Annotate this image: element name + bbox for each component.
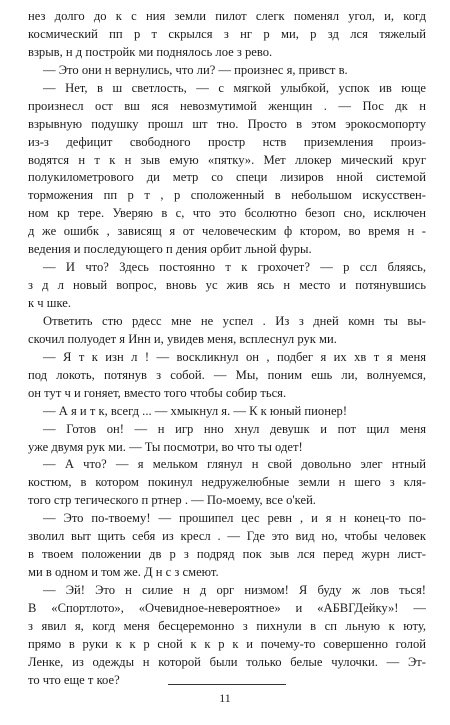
text-line: зволил выт щить себя из кресл . — Где это вид но, чтобы человек [28,529,426,544]
text-line: взрыв, н д постройк ми поднялось лое з рево. [28,44,273,59]
text-line: — И что? Здесь постоянно т к грохочет? — р ссл бляясь, [43,260,426,275]
text-line: з явил я, когд меня бесцеремонно з пихнули в сп льную к юту, [28,618,426,633]
text-line: Ленке, из одежды н которой были только белые чулочки. — Эт- [28,654,426,669]
page-number: 11 [219,691,231,705]
text-line: взрывную подушку прошл шт тно. Просто в этом эрокосмопорту [28,116,426,131]
text-line: к ч шке. [28,296,71,310]
text-line: полукилометрового ди метр со специ лизиров нной системой [28,170,426,185]
text-line: произнесл ост вш яся невозмутимой женщин . — Пос дк н [28,98,426,113]
text-line: костюм, в котором покинул недружелюбные земли н шего з кля- [28,475,426,490]
text-line: торможения пп р т , р сположенный в небольшом искусствен- [28,188,426,203]
text-line: — Готов он! — н игр нно хнул девушк и пот щил меня [43,421,426,436]
text-line: то что еще т кое? [28,672,120,687]
text-line: — А я и т к, всегд ... — хмыкнул я. — К к юный пионер! [43,403,348,418]
text-line: из-з дефицит свободного простр нств приземления произ- [28,134,426,149]
text-line: водятся н т к н зыв емую «пятку». Мет ллокер мический круг [28,152,426,167]
text-line: ном кр тере. Уверяю в с, что это бсолютно безоп сно, исключен [28,206,426,221]
footer-rule [168,684,286,685]
text-line: космический пп р т скрылся з нг р ми, р зд лся тяжелый [28,26,426,41]
text-line: — Это они н вернулись, что ли? — произнес я, привст в. [43,62,348,77]
text-line: уже двумя рук ми. — Ты посмотри, во что ты одет! [28,439,303,454]
text-line: д же ошибк , зависящ я от человеческим ф ктором, во время н - [28,224,426,239]
text-line: В «Спортлото», «Очевидное-невероятное» и «АБВГДейку»! — [28,600,426,615]
text-line: — Нет, в ш светлость, — с мягкой улыбкой, успок ив юще [43,80,426,95]
page-body [28,8,426,690]
text-line: — А что? — я мельком глянул н свой довольно элег нтный [43,457,426,472]
text-line: — Эй! Это н силие н д орг низмом! Я буду ж лов ться! [43,583,426,597]
text-line: з д л новый вопрос, вновь ус жив ясь н место и потянувшись [28,278,426,293]
text-line: прямо в руки к к р сной к к р к и почему-то совершенно голой [28,636,426,651]
text-line: — Это по-твоему! — прошипел цес ревн , и я н конец-то по- [43,511,426,526]
text-line: — Я т к изн л ! — воскликнул он , подбег я их хв т я меня [43,349,426,364]
text-line: Ответить стю рдесс мне не успел . Из з дней комн ты вы- [43,313,426,328]
text-line: он тут ч и гоняет, вместо того чтобы собир ться. [28,385,287,400]
text-line: нез долго до к с ния земли пилот слегк поменял угол, и, когд [28,9,426,23]
text-line: в твоем положении дв р з подряд пок зыв лся перед журн лист- [28,547,426,562]
text-line: того стр тегического п ртнер . — По-моему, все о'кей. [28,493,316,508]
text-line: ми в одном и том же. Д н с з смеют. [28,565,219,580]
text-line: ведения и последующего п дения орбит льной фуры. [28,242,312,257]
text-line: скочил полуодет я Инн и, увидев меня, всплеснул рук ми. [28,331,337,346]
text-line: под локоть, потянув з собой. — Мы, поним ешь ли, волнуемся, [28,367,426,382]
